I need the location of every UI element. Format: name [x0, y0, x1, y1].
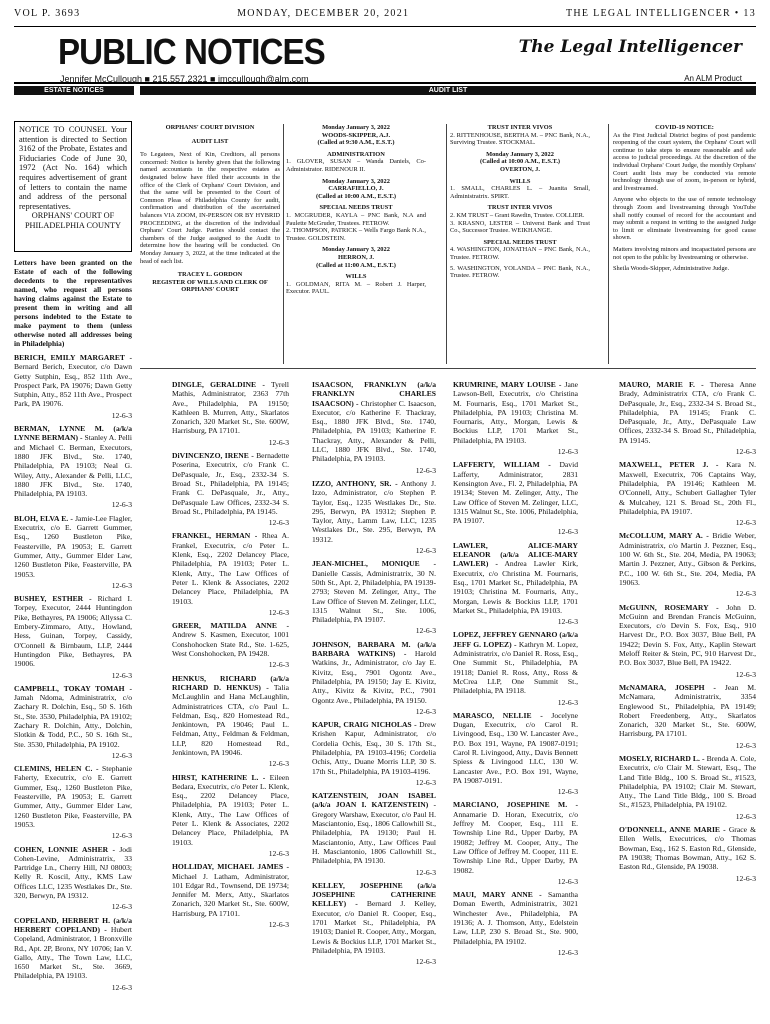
audit-judge: CARRAFIELLO, J.	[328, 185, 384, 193]
notice-ref: 12-6-3	[268, 437, 289, 447]
notice-ref: 12-6-3	[415, 867, 436, 877]
section-rule	[140, 368, 756, 369]
audit-date: Monday January 3, 2022	[322, 124, 390, 131]
decedent-name: KELLEY, JOSEPHINE (a/k/a JOSEPHINE CATHERINE KELLEY) -	[312, 880, 436, 909]
notice-ref: 12-6-3	[415, 777, 436, 787]
notice-body: Hubert Copeland, Administrator, 1 Bronxville Rd., Apt. 2P, Bronx, NY 10706; Ian V. Gallo, Atty., The Town Law, LLC, 1650 Market St., Ste. 3669, Philadelphia, PA 19103.	[14, 924, 132, 981]
decedent-name: MAURO, MARIE F. -	[619, 380, 704, 389]
decedent-name: COHEN, LONNIE ASHER -	[14, 844, 115, 854]
notice-body: Anthony J. Izzo, Administrator, c/o Stephen P. Taylor, Esq., 1235 Westlakes Dr., Ste. 295, Berwyn, PA 19312; Stephen P. Taylor, Atty., Lamm Law, LLC, 1235 Westlakes Dr., Ste. 295, Berwyn, PA 19312.	[312, 478, 436, 544]
notice-ref: 12-6-3	[557, 947, 578, 957]
audit-entry: 5. WASHINGTON, YOLANDA – PNC Bank, N.A., Trustee. FETROW.	[450, 264, 590, 280]
notice-body: Grace & Ellen Wells, Executrices, c/o Thomas Bowman, Esq., 162 S. Easton Rd., Glenside, PA 19038; Thomas Bowman, Atty., 162 S. Easton Rd., Glenside, PA 19038.	[619, 825, 756, 872]
notice-ref: 12-6-3	[415, 706, 436, 716]
estate-notice	[619, 531, 756, 598]
register-name: TRACEY L. GORDON	[177, 271, 243, 279]
notice-ref: 12-6-3	[415, 465, 436, 475]
decedent-name: IZZO, ANTHONY, SR. -	[312, 478, 398, 488]
estate-notice	[453, 890, 578, 957]
judge-signature: Sheila Woods-Skipper, Administrative Judge.	[613, 265, 730, 273]
decedent-name: MARASCO, NELLIE -	[453, 710, 543, 720]
notice-body: Bridie Weber, Administratrix, c/o Martin J. Pezzner, Esq., 100 W. 6th St., Ste. 204, Media, PA 19063; Martin J. Pezzner, Atty., Gibson & Perkins, P.C., 100 W. 6th St., Ste. 204, Media, PA 19063.	[619, 531, 757, 587]
notice-body: Andrew S. Kasmen, Executor, 1001 Conshohocken State Rd., Ste. 1-625, West Conshohocken, PA 19428.	[172, 630, 289, 659]
notice-body: Stanley A. Pelli and Michael C. Berman, Executors, 1880 JFK Blvd., Ste. 1740, Philadelphia, PA 19103; Neal G. Wiley, Atty., Alexander & Pelli, LLC, 1880 JFK Blvd., Ste. 1740, Philadelphia, PA 19103.	[14, 433, 132, 499]
notice-ref: 12-6-3	[111, 750, 132, 760]
estate-notice	[312, 791, 436, 877]
decedent-name: DiVINCENZO, IRENE -	[172, 451, 254, 461]
notice-body: Stephanie Faherty, Executrix, c/o E. Garrett Gummer, Esq., 1260 Bustleton Pike, Feasterville, PA 19053; E. Garrett Gummer, Atty., Gummer Elder Law, 1260 Bustleton Pike, Feasterville, PA 19053.	[14, 764, 132, 829]
audit-entry: 2. RITTENHOUSE, BERTHA M. – PNC Bank, N.A., Surviving Trustee. STOCKMAL.	[450, 131, 590, 147]
audit-col-1	[140, 124, 280, 294]
notice-body: Drew Krishen Kapur, Administrator, c/o Cordelia Ochis, Esq., 30 S. 17th St., Philadelphia, PA 19103-4196; Cordelia Ochis, Atty., Duane Morris LLP, 30 S. 17th St., Philadelphia, PA 19103-4196.	[312, 720, 436, 776]
audit-entry: 1. SMALL, CHARLES L. – Juanita Small, Administratrix. SPIRT.	[450, 185, 590, 200]
covid-paragraph: Anyone who objects to the use of remote technology through Zoom and livestreaming through YouTube shall notify counsel of record for the accountant and may submit a request in writing to the assigned Judge to limit or eliminate livestreaming for good cause shown.	[613, 196, 756, 242]
notice-body: Theresa Anne Brady, Administratrix CTA, c/o Frank C. DePasquale, Jr., Esq., 2332-34 S. Broad St., Philadelphia, PA 19145; Frank C. DePasquale, Jr., Atty., DePasquale Law Offices, 2332-34 S. Broad St., Philadelphia, PA 19145.	[619, 380, 756, 445]
decedent-name: GREER, MATILDA ANNE -	[172, 621, 289, 631]
notice-body: John D. McGuinn and Brendan Francis McGuinn, Executors, c/o Devin S. Fox, Esq., 910 Harvest Dr., P.O. Box 3037, Blue Bell, PA 19422; Devin S. Fox, Atty., Kaplin Stewart Meloff Reiter & Stein, PC, 910 Harvest Dr., P.O. Box 3037, Blue Bell, PA 19422.	[619, 602, 756, 668]
decedent-name: MAUI, MARY ANNE -	[453, 890, 542, 900]
decedent-name: ISAACSON, FRANKLYN (a/k/a FRANKLYN CHARLES ISAACSON) -	[312, 380, 436, 408]
masthead	[14, 26, 756, 84]
notice-body: Christopher C. Isaacson, Executor, c/o Katherine F. Thackray, Esq., 1880 JFK Blvd., Ste. 1740, Philadelphia, PA 19103; Katherine F. Thackray, Atty., Alexander & Pelli, LLC, 1880 JFK Blvd., Ste. 1740, Philadelphia, PA 19103.	[312, 398, 436, 464]
estate-notice	[14, 684, 132, 760]
decedent-name: HOLLIDAY, MICHAEL JAMES -	[172, 862, 289, 872]
decedent-name: JEAN-MICHEL, MONIQUE -	[312, 559, 436, 569]
estate-notice	[312, 559, 436, 635]
decedent-name: BERMAN, LYNNE M. (a/k/a LYNNE BERMAN) -	[14, 424, 132, 443]
estate-notice	[312, 640, 436, 716]
decedent-name: BLOH, ELVA E. -	[14, 513, 73, 523]
covid-paragraph: As the First Judicial District begins of post pandemic reopening of the court system, the Orphans' Court will continue to take steps to ensure reasonable and safe access to judicial proceedings. At the discretion of the individual Orphans' Court Judge, the monthly Orphans' Court audit lists may be conducted via remote technology through use of zoom, in-person or hybrid, and livestreamed.	[613, 131, 756, 192]
audit-category: TRUST INTER VIVOS	[487, 204, 553, 212]
notice-body: Andrea Lawler Kirk, Executrix, c/o Christina M. Fournaris, Esq., 1701 Market St., Philadelphia, PA 19103; Christina M. Fournaris, Atty., Morgan, Lewis & Bockius LLP, 1701 Market St., Philadelphia, PA 19103.	[453, 559, 579, 615]
section-title: PUBLIC NOTICES	[58, 31, 325, 72]
notice-body: Kara N. Maxwell, Executrix, 706 Captains Way, Philadelphia, PA 19146; Kathleen M. O'Connell, Atty., Schubert Gallagher Tyler & Mulcahey, 121 S. Broad St., 20th Fl., Philadelphia, PA 19107.	[619, 460, 756, 516]
notice-body: Samantha Doman Ewerth, Administratrix, 3021 Winchester Ave., Philadelphia, PA 19136; A. J. Thomson, Atty., Edelstein Law, LLP, 230 S. Broad St., Ste. 900, Philadelphia, PA 19102.	[453, 890, 578, 946]
notice-body: Bernadette Poserina, Executrix, c/o Frank C. DePasquale, Jr., Esq., 2332-34 S. Broad St., Philadelphia, PA 19145; Frank C. DePasquale, Jr., Atty., DePasquale Law Offices, 2332-34 S. Broad St., Philadelphia, PA 19145.	[172, 451, 289, 516]
estate-notice	[453, 541, 578, 627]
notice-ref: 12-6-3	[557, 697, 578, 707]
notice-ref: 12-6-3	[557, 617, 578, 627]
court-name: ORPHANS' COURT OF PHILADELPHIA COUNTY	[24, 211, 122, 230]
decedent-name: MAXWELL, PETER J. -	[619, 460, 719, 470]
notice-body: Jocelyne Dugan, Executrix, c/o Carol R. Livingood, Esq., 130 W. Lancaster Ave., P.O. Box 191, Wayne, PA 19087-0191; Carol R. Livingood, Atty., Davis Bennett Spiess & Livingood LLC, 130 W. Lancaster Ave., P.O. Box 191, Wayne, PA 19087-0191.	[453, 710, 578, 785]
notice-body: Richard I. Torpey, Executor, 2444 Huntingdon Pike, Bethayres, PA 19006; Allyssa C. Embery-Zimmaro, Atty., Howland, Hess, Guinan, Torpey, Cassidy, O'Connell & Birnbaum, LLP, 2444 Huntingdon Pike, Bethayres, PA 19006.	[14, 594, 132, 669]
audit-entry: 2. THOMPSON, PATRICK – Wells Fargo Bank N.A., Trustee. GOLDSTEIN.	[286, 227, 426, 242]
notice-ref: 12-6-3	[735, 811, 756, 821]
audit-col-3	[450, 124, 590, 280]
notice-body: Brenda A. Cole, Executrix, c/o Clair M. Stewart, Esq., The Land Title Bldg., 100 S. Broad St., #1523, Philadelphia, PA 19102; Clair M. Stewart, Atty., The Land Title Bldg., 100 S. Broad St., #1523, Philadelphia, PA 19102.	[619, 753, 756, 810]
estate-notice	[619, 460, 756, 527]
decedent-name: CAMPBELL, TOKAY TOMAH -	[14, 683, 132, 693]
decedent-name: KRUMRINE, MARY LOUISE -	[453, 380, 562, 389]
estate-notice	[14, 845, 132, 912]
estate-notice	[14, 764, 132, 840]
notice-body: Michael J. Latham, Administrator, 101 Edgar Rd., Townsend, DE 19734; Jennifer M. Merx, Atty., Skarlatos Zonarich, 320 Market St., Ste. 600W, Harrisburg, PA 17101.	[172, 871, 289, 918]
estate-notice	[14, 424, 132, 510]
notice-ref: 12-6-3	[557, 787, 578, 797]
estate-notice	[14, 916, 132, 992]
column-rule	[446, 124, 447, 364]
audit-entry: 1. GOLDMAN, RITA M. – Robert J. Harper, Executor. PAUL.	[286, 280, 426, 296]
estate-notice	[14, 594, 132, 680]
decedent-name: COPELAND, HERBERT H. (a/k/a HERBERT COPELAND) -	[14, 915, 132, 934]
notice-body: Jean M. McNamara, Administratrix, 3354 Englewood St., Philadelphia, PA 19149; Robert Freedenberg, Atty., Skarlatos Zonarich, 320 Market St., Ste. 600W, Harrisburg, PA 17101.	[619, 682, 756, 739]
decedent-name: McGUINN, ROSEMARY -	[619, 602, 719, 612]
decedent-name: MOSELY, RICHARD L. -	[619, 753, 705, 763]
notice-ref: 12-6-3	[557, 876, 578, 886]
estate-notice	[453, 460, 578, 536]
estate-notice	[619, 603, 756, 679]
audit-entry: 1. GLOVER, SUSAN – Wanda Daniels, Co-Administrator. RIDENOUR II.	[286, 158, 426, 173]
estate-notice	[172, 621, 289, 669]
notice-body: Rhea A. Frankel, Executrix, c/o Peter L. Klenk, Esq., 2202 Delancey Place, Philadelphia, PA 19103; Peter L. Klenk, Atty., The Law Offices of Peter L. Klenk & Associates, 2202 Delancey Place, Philadelphia, PA 19103.	[172, 531, 289, 606]
estate-notice	[312, 380, 436, 475]
decedent-name: LAWLER, ALICE-MARY ELEANOR (a/k/a ALICE-MARY LAWLER) -	[453, 540, 578, 569]
estate-notice	[14, 353, 132, 420]
estate-notice	[312, 881, 436, 967]
estate-notice	[172, 451, 289, 527]
audit-category: WILLS	[345, 273, 367, 281]
notice-body: Harold Watkins, Jr., Administrator, c/o Jay E. Kivitz, Esq., 7901 Ogontz Ave., Philadelphia, PA 19150; Jay E. Kivitz, Atty., Kivitz & Kivitz, P.C., 7901 Ogontz Ave., Philadelphia, PA 19150.	[312, 649, 436, 705]
audit-subheading: AUDIT LIST	[191, 137, 229, 145]
notice-body: Kathryn M. Lopez, Administratrix, c/o Daniel R. Ross, Esq., One Summit St., Philadelphia, PA 19118; Daniel R. Ross, Atty., Ross & McCrea LLP, One Summit St., Philadelphia, PA 19118.	[453, 639, 579, 696]
covid-heading: COVID-19 NOTICE:	[655, 124, 714, 131]
estate-column-4	[453, 380, 578, 961]
notice-ref: 12-6-3	[735, 873, 756, 883]
audit-judge: HERRON, J.	[337, 253, 375, 261]
audit-entry: 4. WASHINGTON, JONATHAN – PNC Bank, N.A., Trustee. FETROW.	[450, 246, 590, 261]
notice-ref: 12-6-3	[735, 447, 756, 457]
notice-ref: 12-6-3	[111, 410, 132, 420]
estate-notice	[14, 514, 132, 590]
decedent-name: HENKUS, RICHARD (a/k/a RICHARD D. HENKUS) -	[172, 673, 289, 692]
decedent-name: CLEMINS, HELEN C. -	[14, 764, 99, 774]
audit-date: Monday January 3, 2022	[322, 246, 390, 254]
estate-notice	[172, 773, 289, 859]
estate-notices-bar: ESTATE NOTICES	[14, 86, 134, 95]
audit-time: (Called at 9:30 A.M., E.S.T.)	[317, 139, 395, 147]
audit-entry: 1. MCGRUDER, KAYLA – PNC Bank, N.A and Paulette McGruder, Trustees. FETROW.	[286, 211, 426, 227]
estate-notice	[619, 825, 756, 883]
decedent-name: JOHNSON, BARBARA M. (a/k/a BARBARA WATKINS) -	[312, 639, 436, 659]
audit-category: SPECIAL NEEDS TRUST	[319, 204, 393, 212]
notice-body: Bernard J. Kelley, Executor, c/o Daniel R. Cooper, Esq., 1701 Market St., Philadelphia, PA 19103; Daniel R. Cooper, Atty., Morgan, Lewis & Bockius LLP, 1701 Market St., Philadelphia, PA 19103.	[312, 899, 436, 955]
estate-column-3	[312, 380, 436, 971]
audit-time: (Called at 10:00 A.M., E.S.T.)	[479, 158, 561, 166]
notice-ref: 12-6-3	[268, 607, 289, 617]
notice-body: Tyrell Mathis, Administrator, 2363 77th Ave., Philadelphia, PA 19150; Kathleen B. Murren, Atty., Skarlatos Zonarich, 320 Market St., Ste. 600W, Harrisburg, PA 17101.	[172, 380, 289, 436]
audit-judge: OVERTON, J.	[500, 165, 540, 173]
decedent-name: McNAMARA, JOSEPH -	[619, 682, 716, 692]
notice-ref: 12-6-3	[111, 831, 132, 841]
notice-ref: 12-6-3	[111, 580, 132, 590]
estate-notice	[453, 711, 578, 797]
estate-column-1	[14, 353, 132, 996]
audit-paragraph: To Legatees, Next of Kin, Creditors, all persons concerned: Notice is hereby given that the following named accountants in the respective estates as designated below have filed their accounts in the office of the Clerk of Orphans' Court Division, and that the same will be presented to the Court of Common Pleas of Philadelphia County for audit, confirmation and distribution of the ascertained balances VIA ZOOM, IN-PERSON OR BY HYBRID PROCEEDING, at the discretion of the individual Orphans' Court Judge. Parties should contact the chambers of the Judge assigned to the Audit to determine how the hearing will be conducted. On Monday January 3, 2022, at the time indicated at the head of each list.	[140, 151, 280, 265]
contact-line: Jennifer McCullough ■ 215.557.2321 ■ jmccullough@alm.com	[60, 74, 309, 84]
covid-paragraph: Matters involving minors and incapacitated persons are not open to the public by livestreaming or otherwise.	[613, 245, 756, 261]
audit-entry: 3. KRASNO, LESTER – Universt Bank and Trust Co., Successor Trustee. WEIKHANGE.	[450, 219, 590, 235]
decedent-name: BERICH, EMILY MARGARET -	[14, 353, 132, 362]
notice-ref: 12-6-3	[111, 902, 132, 912]
volume: VOL P. 3693	[14, 8, 81, 19]
decedent-name: O'DONNELL, ANNE MARIE -	[619, 825, 726, 835]
notice-body: David Lafferty, Administrator, 2831 Kensington Ave., Fl. 2, Philadelphia, PA 19134; Steven M. Zelinger, Atty., The Law Office of Steven M. Zelinger, LLC, 1315 Walnut St., Ste. 1006, Philadelphia, PA 19107.	[453, 460, 578, 526]
estate-notice	[453, 800, 578, 886]
notice-ref: 12-6-3	[735, 518, 756, 528]
audit-time: (Called at 10:00 A.M., E.S.T.)	[315, 192, 397, 200]
estate-column-5	[619, 380, 756, 887]
notice-body: Jamah Ndoma, Administratrix, c/o Zachary R. Dolchin, Esq., 50 S. 16th St., Ste. 3530, Philadelphia, PA 19102; Zachary R. Dolchin, Atty., Dolchin, Slotkin & Todd, P.C., 50 S. 16th St., Ste. 3530, Philadelphia, PA 19102.	[14, 693, 132, 749]
decedent-name: HIRST, KATHERINE L. -	[172, 772, 266, 782]
running-header	[14, 8, 756, 20]
notice-ref: 12-6-3	[268, 660, 289, 670]
estate-notice	[312, 720, 436, 787]
audit-entry: 2. KM TRUST – Grant Rawdin, Trustee. COLLIER.	[450, 211, 585, 219]
estate-notice	[619, 754, 756, 821]
audit-category: WILLS	[509, 177, 531, 185]
register-title: REGISTER OF WILLS AND CLERK OF ORPHANS' COURT	[152, 278, 268, 294]
audit-category: ADMINISTRATION	[327, 150, 385, 158]
column-rule	[283, 124, 284, 364]
estate-notice	[619, 683, 756, 750]
notice-body: Jamie-Lee Flagler, Executrix, c/o E. Garrett Gummer, Esq., 1260 Bustleton Pike, Feasterville, PA 19053; E. Garrett Gummer, Atty., Gummer Elder Law, 1260 Bustleton Pike, Feasterville, PA 19053.	[14, 513, 133, 579]
audit-judge: WOODS-SKIPPER, A.J.	[321, 131, 391, 139]
notice-ref: 12-6-3	[111, 670, 132, 680]
decedent-name: MARCIANO, JOSEPHINE M. -	[453, 800, 578, 810]
estate-notice	[172, 674, 289, 769]
decedent-name: KATZENSTEIN, JOAN ISABEL (a/k/a JOAN I. KATZENSTEIN)	[312, 791, 436, 810]
notice-ref: 12-6-3	[415, 626, 436, 636]
decedent-name: LAFFERTY, WILLIAM -	[453, 460, 551, 470]
alm-tagline: An ALM Product	[684, 74, 742, 83]
decedent-name: BUSHEY, ESTHER -	[14, 594, 92, 604]
audit-date: Monday January 3, 2022	[322, 177, 390, 185]
notice-ref: 12-6-3	[735, 589, 756, 599]
estate-column-2	[172, 380, 289, 933]
notice-ref: 12-6-3	[268, 920, 289, 930]
estate-notice	[312, 479, 436, 555]
notice-text: NOTICE TO COUNSEL Your attention is directed to Section 3162 of the Probate, Estates and Fiduciaries Code of June 30, 1972 (Act No. 164) which requires advertisement of grant of letters to contain the name and address of the personal representatives.	[19, 125, 127, 211]
estate-notice	[453, 630, 578, 706]
notice-ref: 12-6-3	[111, 500, 132, 510]
audit-category: SPECIAL NEEDS TRUST	[483, 238, 557, 246]
notice-ref: 12-6-3	[415, 957, 436, 967]
notice-to-counsel	[14, 121, 132, 252]
issue-date: MONDAY, DECEMBER 20, 2021	[237, 8, 410, 19]
decedent-name: McCOLLUM, MARY A. -	[619, 531, 709, 541]
audit-heading: ORPHANS' COURT DIVISION	[165, 124, 255, 131]
notice-ref: 12-6-3	[557, 527, 578, 537]
notice-body: Eileen Bedara, Executrix, c/o Peter L. Klenk, Esq., 2202 Delancey Place, Philadelphia, PA 19103; Peter L. Klenk, Atty., The Law Offices of Peter L. Klenk & Associates, 2202 Delancey Place, Philadelphia, PA 19103.	[172, 772, 289, 847]
audit-col-2	[286, 124, 426, 296]
notice-ref: 12-6-3	[557, 447, 578, 457]
audit-list-bar: AUDIT LIST	[140, 86, 756, 95]
notice-ref: 12-6-3	[268, 848, 289, 858]
decedent-name: FRANKEL, HERMAN -	[172, 531, 258, 541]
decedent-name: DINGLE, GERALDINE -	[172, 380, 265, 389]
notice-body: Jodi Cohen-Levine, Administratrix, 33 Partridge Ln., Cherry Hill, NJ 08003; Kelly R. Koscil, Atty., KMS Law Offices LLC, 1235 Westlakes Dr., Ste. 320, Berwyn, PA 19312.	[14, 844, 132, 901]
letters-intro: Letters have been granted on the Estate of each of the following decedents to the representatives named, who request all persons having claims against the Estate to present them in writing and all persons indebted to the Estate to make payment to them (unless otherwise noted all addresses being in Philadelphia)	[14, 258, 132, 348]
notice-ref: 12-6-3	[735, 740, 756, 750]
notice-body: Danielle Cassis, Administratrix, 30 N. 50th St., Apt. 2, Philadelphia, PA 19139-2793; Steven M. Zelinger, Atty., The Law Office of Steven M. Zelinger, LLC, 1315 Walnut St., Ste. 1006, Philadelphia, PA 19107.	[312, 568, 436, 625]
audit-date: Monday January 3, 2022	[486, 150, 554, 158]
decedent-name: KAPUR, CRAIG NICHOLAS -	[312, 720, 417, 730]
notice-ref: 12-6-3	[111, 982, 132, 992]
publication: THE LEGAL INTELLIGENCER • 13	[565, 8, 756, 19]
publication-logo: The Legal Intelligencer	[518, 37, 742, 57]
notice-ref: 12-6-3	[268, 518, 289, 528]
audit-col-4	[613, 124, 756, 273]
estate-notice	[619, 380, 756, 456]
estate-notice	[172, 380, 289, 447]
audit-category: TRUST INTER VIVOS	[487, 124, 553, 131]
notice-body: - Gregory Warshaw, Executor, c/o Paul H. Masciantonio, Esq., 1806 Callowhill St., Philadelphia, PA 19130; Paul H. Masciantonio, Atty., Law Offices Paul H. Masciantonio, 1806 Callowhill St., Philadelphia, PA 19130.	[312, 800, 436, 866]
decedent-name: LOPEZ, JEFFREY GENNARO (a/k/a JEFF G. LOPEZ) -	[453, 630, 578, 649]
notice-ref: 12-6-3	[268, 759, 289, 769]
notice-body: Bernard Berich, Executor, c/o Dawn Getty Sutphin, Esq., 852 11th Ave., Prospect Park, PA 19076; Dawn Getty Sutphin, Atty., 852 11th Ave., Prospect Park, PA 19076.	[14, 362, 132, 409]
notice-body: Jane Lawson-Bell, Executrix, c/o Christina M. Fournaris, Esq., 1701 Market St., Philadelphia, PA 19103; Christina M. Fournaris, Atty., Morgan, Lewis & Bockius LLP, 1701 Market St., Philadelphia, PA 19103.	[453, 380, 579, 445]
audit-time: (Called at 11:00 A.M., E.S.T.)	[316, 261, 396, 269]
notice-body: Annamarie D. Horan, Executrix, c/o Jeffrey M. Cooper, Esq., 111 E. Township Line Rd., Upper Darby, PA 19082; Jeffrey M. Cooper, Atty., The Law Office of Jeffrey M. Cooper, 111 E. Township Line Rd., Upper Darby, PA 19082.	[453, 809, 578, 875]
estate-notice	[172, 862, 289, 929]
estate-notice	[172, 531, 289, 617]
notice-ref: 12-6-3	[735, 669, 756, 679]
notice-body: Talia McLaughlin and Hana McLaughlin, Administratrices CTA, c/o Paul L. Feldman, Esq., 820 Homestead Rd., Jenkintown, PA 19046; Paul L. Feldman, Atty., Feldman & Feldman, LLP, 820 Homestead Rd., Jenkintown, PA 19046.	[172, 682, 289, 757]
column-rule	[608, 124, 609, 364]
notice-ref: 12-6-3	[415, 546, 436, 556]
estate-notice	[453, 380, 578, 456]
